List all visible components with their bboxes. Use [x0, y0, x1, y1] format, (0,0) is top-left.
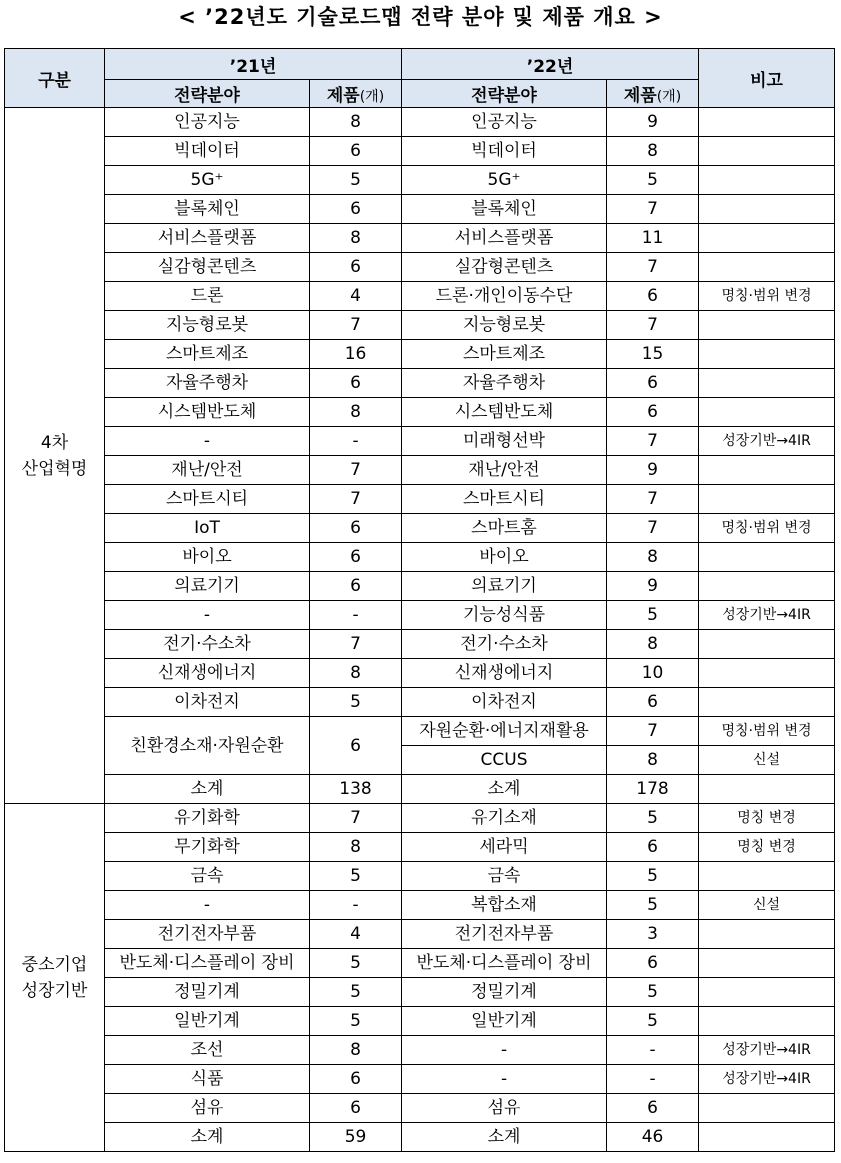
remark-cell: [699, 224, 835, 253]
count-2021-cell: 8: [310, 224, 402, 253]
remark-cell: [699, 137, 835, 166]
table-row: [5, 833, 835, 862]
table-body: [5, 108, 835, 1152]
remark-cell: [699, 369, 835, 398]
table-row: [5, 543, 835, 572]
remark-cell: [699, 108, 835, 137]
header-field-2022: 전략분야: [402, 80, 607, 108]
count-2022-cell: 8: [607, 630, 699, 659]
count-2022-cell: 6: [607, 398, 699, 427]
table-row: [5, 688, 835, 717]
remark-cell: [699, 1123, 835, 1152]
count-2021-cell: 4: [310, 920, 402, 949]
count-2021-cell: 4: [310, 282, 402, 311]
header-product-2022: [607, 80, 699, 108]
remark-cell: [699, 311, 835, 340]
field-2021-cell: 전기전자부품: [105, 920, 310, 949]
count-2022-cell: 6: [607, 369, 699, 398]
count-2022-cell: 8: [607, 746, 699, 775]
count-2022-cell: 7: [607, 427, 699, 456]
field-2021-cell: -: [105, 891, 310, 920]
group-label-line-1: 4차: [40, 432, 69, 453]
remark-cell: 명칭·범위 변경: [699, 514, 835, 543]
table-row: [5, 1094, 835, 1123]
field-2021-cell: 스마트시티: [105, 485, 310, 514]
count-2022-cell: 7: [607, 253, 699, 282]
remark-cell: 명칭·범위 변경: [699, 717, 835, 746]
count-2022-cell: 6: [607, 282, 699, 311]
count-2021-cell: 6: [310, 137, 402, 166]
field-2021-cell: -: [105, 427, 310, 456]
count-2022-cell: 5: [607, 862, 699, 891]
field-2021-cell: 지능형로봇: [105, 311, 310, 340]
count-2021-cell: 6: [310, 543, 402, 572]
field-2022-cell: CCUS: [402, 746, 607, 775]
table-row: [5, 456, 835, 485]
field-2021-cell: 의료기기: [105, 572, 310, 601]
header-remarks: 비고: [699, 49, 835, 108]
count-2021-cell: 8: [310, 833, 402, 862]
count-2021-cell: 7: [310, 485, 402, 514]
remark-cell: [699, 659, 835, 688]
field-2021-cell: 친환경소재·자원순환: [105, 717, 310, 775]
remark-cell: [699, 456, 835, 485]
table-row: [5, 485, 835, 514]
count-2021-cell: -: [310, 601, 402, 630]
field-2022-cell: 스마트제조: [402, 340, 607, 369]
count-2021-cell: 6: [310, 195, 402, 224]
field-2021-cell: 금속: [105, 862, 310, 891]
header-product-2021: [310, 80, 402, 108]
field-2021-cell: 실감형콘텐츠: [105, 253, 310, 282]
subtotal-count-2021: 59: [310, 1123, 402, 1152]
field-2021-cell: 서비스플랫폼: [105, 224, 310, 253]
remark-cell: [699, 630, 835, 659]
count-2021-cell: 16: [310, 340, 402, 369]
table-row: [5, 137, 835, 166]
table-row: [5, 514, 835, 543]
table-row: [5, 978, 835, 1007]
field-2022-cell: 전기·수소차: [402, 630, 607, 659]
field-2021-cell: 조선: [105, 1036, 310, 1065]
field-2022-cell: 섬유: [402, 1094, 607, 1123]
table-row: [5, 253, 835, 282]
remark-cell: [699, 1007, 835, 1036]
subtotal-count-2022: 178: [607, 775, 699, 804]
count-2022-cell: -: [607, 1036, 699, 1065]
count-2022-cell: 7: [607, 514, 699, 543]
field-2022-cell: 5G⁺: [402, 166, 607, 195]
field-2022-cell: 반도체·디스플레이 장비: [402, 949, 607, 978]
field-2021-cell: 신재생에너지: [105, 659, 310, 688]
group-label-line-2: 산업혁명: [21, 458, 88, 479]
field-2022-cell: 미래형선박: [402, 427, 607, 456]
field-2021-cell: 이차전지: [105, 688, 310, 717]
table-row: [5, 572, 835, 601]
field-2021-cell: 자율주행차: [105, 369, 310, 398]
table-row: [5, 195, 835, 224]
field-2022-cell: 시스템반도체: [402, 398, 607, 427]
count-2022-cell: 6: [607, 1094, 699, 1123]
subtotal-label-2022: 소계: [402, 775, 607, 804]
table-row: [5, 398, 835, 427]
subtotal-count-2021: 138: [310, 775, 402, 804]
field-2022-cell: 자원순환·에너지재활용: [402, 717, 607, 746]
field-2022-cell: 빅데이터: [402, 137, 607, 166]
remark-cell: [699, 572, 835, 601]
count-2022-cell: -: [607, 1065, 699, 1094]
count-2021-cell: 6: [310, 1065, 402, 1094]
field-2022-cell: 이차전지: [402, 688, 607, 717]
field-2022-cell: 금속: [402, 862, 607, 891]
table-header: [5, 49, 835, 108]
field-2021-cell: 5G⁺: [105, 166, 310, 195]
subtotal-row: [5, 1123, 835, 1152]
subtotal-row: [5, 775, 835, 804]
field-2022-cell: 실감형콘텐츠: [402, 253, 607, 282]
count-2022-cell: 8: [607, 137, 699, 166]
field-2022-cell: 유기소재: [402, 804, 607, 833]
count-2022-cell: 11: [607, 224, 699, 253]
table-row: [5, 166, 835, 195]
remark-cell: [699, 543, 835, 572]
count-2021-cell: 5: [310, 949, 402, 978]
remark-cell: [699, 1094, 835, 1123]
table-row: [5, 862, 835, 891]
count-2021-cell: 6: [310, 369, 402, 398]
count-2021-cell: 8: [310, 659, 402, 688]
field-2022-cell: 지능형로봇: [402, 311, 607, 340]
field-2022-cell: 블록체인: [402, 195, 607, 224]
count-2022-cell: 5: [607, 166, 699, 195]
count-2022-cell: 9: [607, 108, 699, 137]
field-2022-cell: 신재생에너지: [402, 659, 607, 688]
count-2022-cell: 5: [607, 804, 699, 833]
table-row: [5, 891, 835, 920]
field-2022-cell: 자율주행차: [402, 369, 607, 398]
header-year-2022: ’22년: [402, 49, 699, 80]
group-label-line-2: 성장기반: [21, 980, 88, 1001]
table-row: [5, 369, 835, 398]
remark-cell: [699, 485, 835, 514]
field-2021-cell: 드론: [105, 282, 310, 311]
count-2021-cell: 7: [310, 311, 402, 340]
field-2022-cell: -: [402, 1065, 607, 1094]
subtotal-count-2022: 46: [607, 1123, 699, 1152]
count-2022-cell: 6: [607, 949, 699, 978]
remark-cell: 신설: [699, 746, 835, 775]
table-row: [5, 659, 835, 688]
header-product-label: 제품: [326, 86, 360, 106]
field-2021-cell: 스마트제조: [105, 340, 310, 369]
roadmap-table: [4, 48, 835, 1152]
remark-cell: [699, 688, 835, 717]
count-2021-cell: 6: [310, 717, 402, 775]
count-2022-cell: 6: [607, 833, 699, 862]
count-2021-cell: 6: [310, 514, 402, 543]
count-2022-cell: 8: [607, 543, 699, 572]
field-2021-cell: 재난/안전: [105, 456, 310, 485]
remark-cell: [699, 195, 835, 224]
count-2022-cell: 6: [607, 688, 699, 717]
header-category: 구분: [5, 49, 105, 108]
table-row: [5, 1065, 835, 1094]
count-2021-cell: 7: [310, 456, 402, 485]
table-row: [5, 427, 835, 456]
count-2021-cell: -: [310, 891, 402, 920]
remark-cell: 명칭·범위 변경: [699, 282, 835, 311]
remark-cell: [699, 166, 835, 195]
field-2021-cell: 일반기계: [105, 1007, 310, 1036]
remark-cell: [699, 398, 835, 427]
field-2022-cell: 정밀기계: [402, 978, 607, 1007]
field-2022-cell: 의료기기: [402, 572, 607, 601]
field-2022-cell: 서비스플랫폼: [402, 224, 607, 253]
table-row: [5, 630, 835, 659]
count-2021-cell: -: [310, 427, 402, 456]
field-2022-cell: 세라믹: [402, 833, 607, 862]
field-2021-cell: -: [105, 601, 310, 630]
table-row: [5, 717, 835, 746]
field-2021-cell: 블록체인: [105, 195, 310, 224]
field-2021-cell: 섬유: [105, 1094, 310, 1123]
remark-cell: 명칭 변경: [699, 833, 835, 862]
field-2022-cell: 인공지능: [402, 108, 607, 137]
group-label-line-1: 중소기업: [21, 954, 88, 975]
field-2022-cell: 스마트홈: [402, 514, 607, 543]
field-2022-cell: 재난/안전: [402, 456, 607, 485]
remark-cell: [699, 978, 835, 1007]
table-row: [5, 601, 835, 630]
count-2021-cell: 7: [310, 804, 402, 833]
table-row: [5, 108, 835, 137]
remark-cell: [699, 862, 835, 891]
field-2021-cell: 인공지능: [105, 108, 310, 137]
remark-cell: [699, 340, 835, 369]
count-2021-cell: 8: [310, 108, 402, 137]
count-2022-cell: 9: [607, 572, 699, 601]
field-2021-cell: 식품: [105, 1065, 310, 1094]
count-2022-cell: 5: [607, 891, 699, 920]
subtotal-label-2022: 소계: [402, 1123, 607, 1152]
table-row: [5, 920, 835, 949]
table-row: [5, 282, 835, 311]
table-row: [5, 311, 835, 340]
count-2021-cell: 5: [310, 978, 402, 1007]
field-2022-cell: 전기전자부품: [402, 920, 607, 949]
field-2021-cell: 바이오: [105, 543, 310, 572]
field-2021-cell: 시스템반도체: [105, 398, 310, 427]
count-2021-cell: 6: [310, 1094, 402, 1123]
remark-cell: [699, 775, 835, 804]
field-2022-cell: 기능성식품: [402, 601, 607, 630]
field-2021-cell: IoT: [105, 514, 310, 543]
count-2021-cell: 5: [310, 1007, 402, 1036]
header-year-2021: ’21년: [105, 49, 402, 80]
table-row: [5, 340, 835, 369]
count-2021-cell: 5: [310, 166, 402, 195]
field-2021-cell: 무기화학: [105, 833, 310, 862]
count-2022-cell: 5: [607, 1007, 699, 1036]
field-2022-cell: 드론·개인이동수단: [402, 282, 607, 311]
count-2022-cell: 3: [607, 920, 699, 949]
remark-cell: [699, 920, 835, 949]
field-2021-cell: 유기화학: [105, 804, 310, 833]
remark-cell: 성장기반→4IR: [699, 1036, 835, 1065]
remark-cell: 성장기반→4IR: [699, 1065, 835, 1094]
remark-cell: [699, 949, 835, 978]
count-2021-cell: 7: [310, 630, 402, 659]
field-2022-cell: 바이오: [402, 543, 607, 572]
header-product-unit: (개): [656, 89, 682, 105]
remark-cell: [699, 253, 835, 282]
count-2022-cell: 5: [607, 601, 699, 630]
count-2021-cell: 8: [310, 398, 402, 427]
count-2021-cell: 5: [310, 688, 402, 717]
field-2021-cell: 정밀기계: [105, 978, 310, 1007]
field-2022-cell: 복합소재: [402, 891, 607, 920]
page-title: < ’22년도 기술로드맵 전략 분야 및 제품 개요 >: [178, 5, 663, 29]
table-row: [5, 804, 835, 833]
subtotal-label-2021: 소계: [105, 775, 310, 804]
count-2022-cell: 7: [607, 311, 699, 340]
header-product-unit: (개): [359, 89, 385, 105]
subtotal-label-2021: 소계: [105, 1123, 310, 1152]
remark-cell: 성장기반→4IR: [699, 427, 835, 456]
count-2022-cell: 10: [607, 659, 699, 688]
count-2021-cell: 6: [310, 572, 402, 601]
group-label-cell: [5, 804, 105, 1152]
field-2022-cell: 일반기계: [402, 1007, 607, 1036]
count-2021-cell: 8: [310, 1036, 402, 1065]
count-2022-cell: 9: [607, 456, 699, 485]
count-2021-cell: 6: [310, 253, 402, 282]
remark-cell: 신설: [699, 891, 835, 920]
field-2022-cell: 스마트시티: [402, 485, 607, 514]
count-2022-cell: 5: [607, 978, 699, 1007]
count-2021-cell: 5: [310, 862, 402, 891]
count-2022-cell: 7: [607, 717, 699, 746]
count-2022-cell: 7: [607, 485, 699, 514]
field-2021-cell: 빅데이터: [105, 137, 310, 166]
table-row: [5, 1036, 835, 1065]
count-2022-cell: 15: [607, 340, 699, 369]
field-2021-cell: 전기·수소차: [105, 630, 310, 659]
table-row: [5, 949, 835, 978]
table-row: [5, 224, 835, 253]
table-row: [5, 1007, 835, 1036]
remark-cell: 성장기반→4IR: [699, 601, 835, 630]
header-field-2021: 전략분야: [105, 80, 310, 108]
group-label-cell: [5, 108, 105, 804]
header-product-label: 제품: [623, 86, 657, 106]
field-2022-cell: -: [402, 1036, 607, 1065]
field-2021-cell: 반도체·디스플레이 장비: [105, 949, 310, 978]
count-2022-cell: 7: [607, 195, 699, 224]
remark-cell: 명칭 변경: [699, 804, 835, 833]
